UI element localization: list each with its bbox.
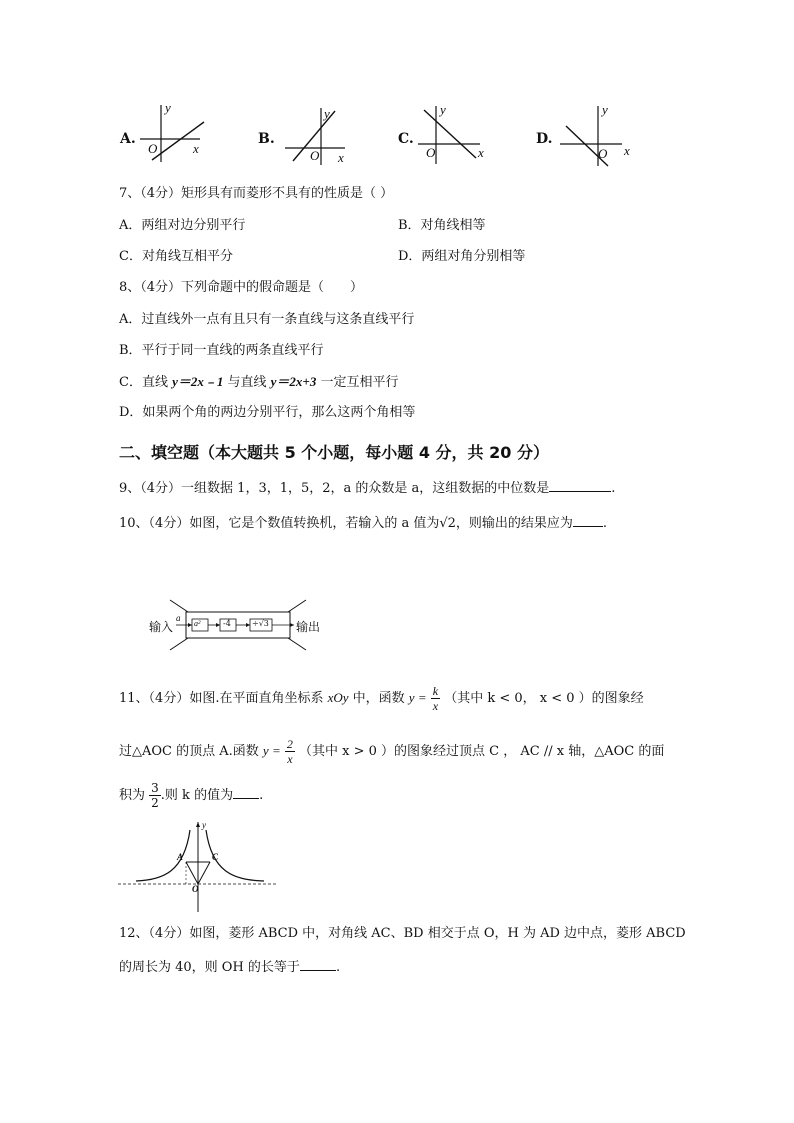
q11-l2-fraction (285, 737, 295, 766)
q10-box3-label: ÷√3 (252, 619, 269, 628)
q8-c-pre: C．直线 (119, 375, 173, 390)
q6-c-origin: O (426, 145, 436, 160)
q6-d-x: x (624, 143, 630, 158)
q6-b-origin: O (310, 148, 320, 163)
q11-answer-blank[interactable] (233, 786, 259, 799)
q11-l3-den: 2 (151, 796, 159, 810)
q11-l2-pre: 过△AOC 的顶点 A.函数 (119, 744, 263, 759)
q10-pre: 10、（4分）如图，它是个数值转换机，若输入的 a 值为 (119, 516, 440, 531)
q12-l2-pre: 的周长为 40，则 OH 的长等于 (119, 960, 300, 975)
q6-c-y: y (440, 102, 446, 117)
q11-graph-y: y (202, 820, 206, 830)
q11-hyperbola-graph (118, 820, 278, 920)
q6-option-d-label: D. (536, 131, 553, 147)
q11-l1-pre: 11、（4分）如图.在平面直角坐标系 (119, 691, 324, 706)
q10-line (119, 514, 607, 532)
q10-end: . (602, 516, 608, 531)
q11-graph-o: O (192, 884, 199, 894)
q8-c-eq1: y＝2x﹣1 (172, 374, 224, 389)
q11-l3-fraction (149, 781, 161, 810)
q10-output-label: 输出 (296, 620, 321, 634)
q6-d-y: y (602, 102, 608, 117)
q11-line2 (119, 733, 664, 770)
q10-box1-label: a² (194, 619, 201, 628)
q11-l1-y: y = (408, 690, 427, 705)
q6-d-origin: O (598, 146, 608, 161)
q6-a-origin: O (148, 141, 158, 156)
q10-answer-blank[interactable] (573, 514, 603, 527)
q8-option-c (119, 374, 398, 391)
q9-text: 9、（4分）一组数据 1，3，1，5，2，a 的众数是 a，这组数据的中位数是 (119, 481, 550, 496)
q6-b-y: y (324, 106, 330, 121)
q11-l2-num: 2 (286, 737, 293, 751)
q8-option-d: D．如果两个角的两边分别平行，那么这两个角相等 (119, 405, 416, 420)
q9-line (119, 479, 615, 497)
q8-option-a: A．过直线外一点有且只有一条直线与这条直线平行 (119, 312, 415, 327)
q6-c-x: x (478, 145, 484, 160)
q10-box2-label: -4 (223, 619, 231, 628)
q12-l2-end: . (335, 960, 341, 975)
q12-line2 (119, 958, 340, 976)
q7-option-c: C．对角线互相平分 (119, 249, 233, 264)
q11-l2-cond: （其中 x > 0 ）的图象经过顶点 C ， AC // x 轴，△AOC 的面 (299, 744, 665, 759)
q11-l1-sys: xOy (327, 690, 349, 705)
q11-l3-post: .则 k 的值为 (160, 788, 234, 803)
q9-end: . (611, 481, 616, 496)
q6-a-y: y (165, 100, 171, 115)
q11-l3-pre: 积为 (119, 788, 146, 803)
q10-input-label: 输入 (149, 620, 174, 634)
q9-answer-blank[interactable] (549, 479, 611, 492)
q7-option-d: D．两组对角分别相等 (398, 249, 526, 264)
q11-line3 (119, 778, 263, 814)
q11-graph-c: C (212, 852, 219, 862)
q11-l1-den: x (432, 699, 439, 713)
q11-l2-y: y = (262, 743, 281, 758)
q12-answer-blank[interactable] (300, 958, 336, 971)
q7-stem: 7、（4分）矩形具有而菱形不具有的性质是（ ） (119, 186, 394, 201)
q10-post: ，则输出的结果应为 (455, 516, 573, 531)
section2-heading: 二、填空题（本大题共 5 个小题，每小题 4 分，共 20 分） (119, 443, 549, 462)
q7-option-b: B．对角线相等 (398, 218, 486, 233)
q11-l2-den: x (287, 752, 293, 766)
q6-a-x: x (193, 141, 199, 156)
q8-c-mid: 与直线 (223, 375, 271, 390)
q6-option-b-label: B. (258, 131, 275, 147)
q6-b-x: x (338, 150, 344, 165)
q11-l3-num: 3 (151, 781, 159, 795)
q12-line1: 12、（4分）如图，菱形 ABCD 中，对角线 AC、BD 相交于点 O，H 为 AD 边中点，菱形 ABCD (119, 926, 686, 941)
q11-l1-mid: 中，函数 (348, 691, 409, 706)
q10-radical: √2 (439, 516, 456, 531)
q6-option-a-label: A. (120, 131, 136, 147)
q11-l3-end: . (259, 788, 264, 803)
q10-input-var: a (176, 613, 181, 623)
q6-option-c-label: C. (398, 131, 414, 147)
q8-stem: 8、（4分）下列命题中的假命题是（ ） (119, 280, 364, 295)
q7-option-a: A．两组对边分别平行 (119, 218, 246, 233)
q8-c-eq2: y＝2x+3 (270, 374, 317, 389)
q8-option-b: B．平行于同一直线的两条直线平行 (119, 343, 324, 358)
q11-l1-num: k (432, 684, 439, 698)
q8-c-post: 一定互相平行 (316, 375, 399, 390)
q11-l1-fraction (431, 684, 440, 713)
q11-line1 (119, 680, 644, 717)
q11-graph-a: A (177, 852, 184, 862)
q11-l1-cond: （其中 k < 0， x < 0 ）的图象经 (444, 691, 644, 706)
